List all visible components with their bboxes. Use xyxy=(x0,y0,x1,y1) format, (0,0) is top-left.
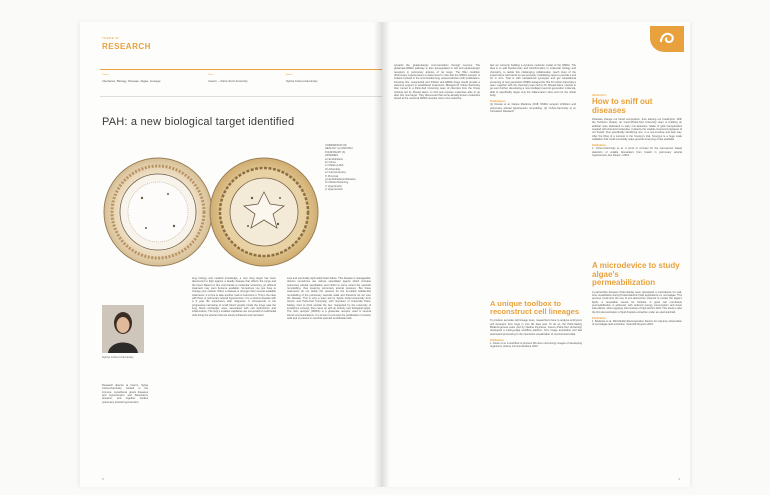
sniff-diseases-pub-label: Publication xyxy=(592,144,606,148)
spine-shadow xyxy=(374,22,390,487)
unique-toolbox-article xyxy=(490,300,582,349)
caption-line: COMPARISON OF xyxy=(325,144,347,147)
caption-line: e= Internal lamina xyxy=(325,171,346,175)
article-meta xyxy=(100,69,382,97)
section-title: RESEARCH xyxy=(102,42,151,51)
meta-theme-label: Theme xyxy=(102,74,109,76)
pah-artery-illustration xyxy=(210,158,318,266)
meta-author-value: Sylvia Cohen-Kaminsky xyxy=(286,79,318,83)
caption-line: g= Endothelial proliferation xyxy=(325,178,356,182)
publications-text: (1) Dumas et al. Nature Medicine 2018. NMDA receptor inhibition and pulmonary arterial hypertension remodeling. (2) Cohen-Kaminsky et al. Circulation Research. xyxy=(490,103,576,114)
healthy-artery-illustration xyxy=(104,158,212,266)
page-number-right: 9 xyxy=(678,477,680,481)
column-4-text: feel we currently building a dynamic molecule model of the NMDA. The idea is to add biochemistry and bioinformatics to molecular biology and chemistry, to tackle this challenging collaboration. Each store of the experiments will extend to new precisely modulating steps to provide a tool for in vitro. That is with translational synergies and get translational screening of new generation NMDA antagonists. But Dr Cohen-Kaminsky's team, together with the chemistry team led by Dr Mouad Alami, intends to go even further, developing a new intelligent second generation molecule, able to specifically target only the inflammation sites and not the whole body. xyxy=(490,64,576,98)
microdevice-title: A microdevice to study algae's permeabilization xyxy=(592,261,680,287)
caption-line: ARTERIES. xyxy=(325,154,339,158)
caption-line: b= Intima xyxy=(325,161,336,165)
unique-toolbox-title: A unique toolbox to reconstruct cell lineages xyxy=(490,299,580,317)
article-title: PAH: a new biological target identified xyxy=(102,116,295,128)
sidebar-kicker: RESEARCH xyxy=(592,94,607,97)
caption-line: d= Adventitia xyxy=(325,167,340,171)
caption-line: c= Media (LAM) xyxy=(325,164,344,168)
caption-line: j= Hypertension xyxy=(325,188,344,192)
left-page xyxy=(80,22,382,487)
caption-line: h= Media thickening xyxy=(325,181,349,185)
sniff-diseases-title: How to sniff out diseases xyxy=(592,97,653,115)
microdevice-pub-label: Publication xyxy=(592,316,606,320)
meta-author-label: Author xyxy=(286,74,293,76)
sniff-diseases-pub: 1. Cohen-Kaminsky et al. A proof of concept for the nanosensor based detection of volatile biomarkers from breath in pulmonary arterial hypertension, Eur Respir J 2016. xyxy=(592,147,682,158)
article-column-3: synaptic life, glutamatergic communication through neurons. The glutamate-NMDA pathway is also dysregulated in cell and glutamatergic receptors in pulmonary arteries of rat lungs. The PAH condition (Pulmonary hypertension) is determined in rats that the NMDA receptor is indeed involved in the uncontrolled lung vasoconstriction with proliferation. Knowing this, unexpected and brilliant anti-NMDA drugs would provide a welcome support to established treatments. Biologist Dr Cohen-Kaminsky then turned to a Paris-Sud University team of chemists from the Orsay Institute led by Mouad Alami, to find and express molecules able to go after this new target. They discovered that some already-known molecules aimed at the neuronal NMDA receptor were more selective. xyxy=(394,64,480,101)
caption-line: f= Proximal xyxy=(325,174,339,178)
right-page xyxy=(382,22,690,487)
caption-line: i= Hypertrophy xyxy=(325,184,342,188)
unique-toolbox-text: To produce accurate cell lineage trees, researchers have to analyse embryonic cell dynamics from huge in vivo 4D data sets. To do so, the Paris-Saclay BioEmergences team (led by Nadine Peyriéras, Inserm–Paris-Sud University) developed a cutting-edge workflow platform, from image acquisition and fast automated processing to the interactive visualization of reconstructed data. xyxy=(490,319,582,336)
university-logo xyxy=(650,26,684,52)
sniff-diseases-text: Diseases change our blood composition, thus altering our breathprint. With the Technion (Israel), an Inserm/Paris-Sud University team is building an artificial nose dedicated to early non-detection. Made of gold nanoparticles coupled with chemical molecules, it detects the volatile compound signature of our breath, thus specifically identifying one, in a non-invasive and safe way. After the filing of a concept in the Snoopy's trial, Snoopys is a huge scale validation that could eventually make general screening of lies available. xyxy=(592,118,682,142)
caption-line: HEALTHY (a) AND PAH xyxy=(325,147,353,151)
author-bio: Research director at Inserm, Sylvia Cohen-Kaminsky worked in the immune, myasthenia gravis diseases and Hypertension and Respiratory domains, and together studies pulmonary arterial hypertension. xyxy=(102,384,148,404)
meta-theme-value: Interfaces, Biology, Disease, Algae, Lineage xyxy=(102,79,161,83)
microdevice-pub: 1. Bodénès et al. Microfluidic Electroporation Device for real-time observation of microalgae lipid extraction, Scientific Reports 2016. xyxy=(592,319,682,327)
microdevice-text: A partnership between Paris-Saclay team developed a microdevice for real-time visualization during Pulsed Electric Field applications on microalgae. This process could limit the use of eco-destructive solvents to extract the algae's lipids, a renewable source for biofuels. A good cell membrane permeabilization is achieved, with reduced energy consumption and fewer side effects, when applying short pulses of high electric field. This study is also the first demonstration of lipid droplets extraction under an electrical field. xyxy=(592,290,683,314)
meta-team-value: Inserm – Paris-Sud University xyxy=(208,79,248,83)
author-portrait xyxy=(102,305,144,353)
section-kicker: THEME 02 xyxy=(102,36,120,40)
unique-toolbox-pub: 1. Faure et al. A workflow to process 3D+time microscopy images of developing organisms, Nature Communications 2016. xyxy=(490,342,582,349)
caption-line: PULMONARY (b) xyxy=(325,150,346,154)
meta-team-label: Team xyxy=(208,74,214,76)
artery-comparison-figure xyxy=(102,148,320,276)
article-column-1: lung biology and medical knowledge, a new drug target has been discovered to fight against a deadly disease that affects the lungs and the heart. Based on this cost thanks to molecular screening, an efficient treatment may soon become available. Sometimes you just have to change your outlook. When a disease is stronger than several available treatments, it is time to take another road to overcome it. This is the case with PAH, or pulmonary arterial hypertension. It is a serious disease with a 5 year life expectancy after diagnosis. It corresponds to the progressive narrowing of small blood vessels inside the lungs near the lung blood exchanger area, associated with cell dysfunction and inflammation. The lung's smallest capillaries are composed of endothelial cells lining the arteries that are slowly thickened and narrowed. xyxy=(192,277,276,317)
caption-line: a= Endothelium xyxy=(325,157,344,161)
news-sidebar xyxy=(592,50,682,480)
article-column-2: sure and eventually right-sided heart failure. This disease is manageable; doctors sometimes use various vasodilator agents which increase pulmonary arterial vasodilation and inhibit to some extent the vascular remodelling, thus lowering pulmonary arterial pressure. But these treatments do not tackle the reasons for the so-called cellular-like remodelling of the pulmonary vascular walls and therefore do not cure the disease. This is why a team led by Sylvia Cohen-Kaminsky from Inserm and Paris-Sud University, with members of Université Paris-Saclay, tried to think outside the box. Supported by the university of excellence concept, they came up with an entirely new biological target. The nitric receptor (NMDA) is a glutamate receptor used in several stimuli communications. It is known to promote the proliferation of cancer cells and is present in cerebral vascular endothelial cells. xyxy=(287,277,371,321)
page-number-left: 8 xyxy=(102,477,104,481)
unique-toolbox-pub-label: Publication xyxy=(490,339,504,343)
figure-caption xyxy=(325,144,381,192)
publications-label: Publications xyxy=(490,100,506,104)
article-column-4 xyxy=(490,64,576,298)
author-card-name: Sylvia Cohen-Kaminsky xyxy=(102,355,134,359)
